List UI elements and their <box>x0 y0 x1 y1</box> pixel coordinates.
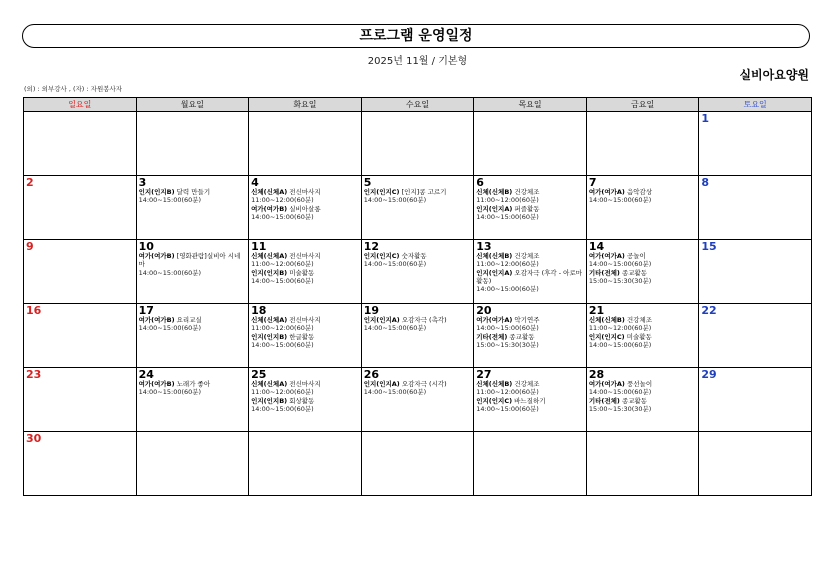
event-name: 한글활동 <box>289 332 315 341</box>
event-name: 오감자극 (후각 - 아로마 활동) <box>476 268 583 285</box>
program-event <box>589 316 697 333</box>
day-cell <box>586 304 699 368</box>
program-event <box>476 252 584 269</box>
event-time: 14:00~15:00(60분) <box>363 388 427 397</box>
event-category: 인지(인지C) <box>588 332 625 341</box>
event-time: 14:00~15:00(60분) <box>138 268 202 277</box>
event-name: 노래가 좋아 <box>176 380 211 388</box>
event-name: 악기연주 <box>514 316 540 324</box>
day-cell <box>24 432 137 496</box>
program-event <box>251 252 359 269</box>
day-number: 22 <box>701 304 717 317</box>
day-number: 9 <box>26 240 34 253</box>
event-name: 종교활동 <box>621 396 648 405</box>
event-category: 인지(인지A) <box>363 380 400 388</box>
day-number: 21 <box>588 304 605 317</box>
day-cell <box>24 304 137 368</box>
event-name: 전신마사지 <box>289 188 321 196</box>
calendar-table <box>23 97 812 496</box>
program-event <box>476 269 584 294</box>
day-cell <box>699 368 812 432</box>
day-cell <box>699 240 812 304</box>
day-cell <box>136 176 249 240</box>
program-event <box>251 333 359 350</box>
event-category: 여가(여가A) <box>588 252 625 260</box>
day-cell <box>24 240 137 304</box>
program-event <box>476 205 584 222</box>
event-category: 기타(전체) <box>588 396 620 405</box>
day-cell <box>361 432 474 496</box>
event-name: 종교활동 <box>621 268 648 277</box>
event-time: 14:00~15:00(60분) <box>251 212 314 221</box>
event-category: 신체(신체B) <box>588 316 625 324</box>
day-cell <box>24 368 137 432</box>
program-event <box>251 205 359 222</box>
event-category: 인지(인지C) <box>363 252 400 260</box>
event-category: 여가(여가B) <box>138 252 175 260</box>
event-time: 11:00~12:00(60분) <box>476 196 539 205</box>
day-number: 28 <box>588 368 605 381</box>
program-event <box>476 380 584 397</box>
weekday-header: 금요일 <box>586 98 699 112</box>
event-category: 인지(인지A) <box>363 316 400 324</box>
program-event <box>139 380 247 397</box>
event-name: 음악감상 <box>626 188 653 196</box>
program-event <box>364 188 472 205</box>
event-category: 신체(신체B) <box>476 380 513 388</box>
day-number: 18 <box>251 304 267 317</box>
program-event <box>476 316 584 333</box>
program-event <box>476 188 584 205</box>
event-time: 14:00~15:00(60분) <box>251 340 314 349</box>
day-number: 11 <box>251 240 267 253</box>
program-event <box>589 188 697 205</box>
event-category: 기타(전체) <box>588 268 620 277</box>
event-category: 신체(신체A) <box>251 252 288 260</box>
event-category: 신체(신체A) <box>251 188 288 196</box>
weekday-header: 일요일 <box>24 98 137 112</box>
event-time: 11:00~12:00(60분) <box>588 324 652 333</box>
program-event <box>139 316 247 333</box>
event-category: 기타(전체) <box>476 332 508 341</box>
event-category: 인지(인지A) <box>476 268 513 277</box>
facility-name: 실비아요양원 <box>739 68 809 82</box>
day-number: 20 <box>476 304 492 317</box>
weekday-header-row <box>24 98 812 112</box>
day-number: 12 <box>363 240 379 253</box>
event-category: 여가(여가A) <box>588 380 625 388</box>
program-event <box>251 316 359 333</box>
day-number: 17 <box>138 304 154 317</box>
week-row <box>24 176 812 240</box>
event-category: 인지(인지C) <box>363 188 400 196</box>
event-name: 공놀이 <box>626 252 646 260</box>
day-number: 1 <box>701 112 710 125</box>
day-cell <box>249 176 362 240</box>
day-cell <box>474 368 587 432</box>
event-name: 건강체조 <box>514 252 540 260</box>
program-event <box>476 333 584 350</box>
week-row <box>24 432 812 496</box>
event-name: 숫자활동 <box>401 252 427 260</box>
day-number: 29 <box>701 368 717 381</box>
day-cell <box>249 432 362 496</box>
day-cell <box>586 240 699 304</box>
event-category: 인지(인지B) <box>251 396 288 405</box>
event-category: 여가(여가B) <box>251 204 288 213</box>
program-event <box>589 397 697 414</box>
day-cell <box>361 368 474 432</box>
day-cell <box>24 176 137 240</box>
event-category: 신체(신체B) <box>476 252 513 260</box>
day-cell <box>699 304 812 368</box>
event-time: 14:00~15:00(60분) <box>363 260 427 269</box>
event-category: 신체(신체A) <box>251 380 288 388</box>
day-number: 15 <box>701 240 717 253</box>
day-cell <box>361 176 474 240</box>
day-number: 5 <box>363 176 372 189</box>
event-time: 11:00~12:00(60분) <box>251 196 314 205</box>
event-name: 전신마사지 <box>289 316 321 324</box>
event-time: 11:00~12:00(60분) <box>251 260 314 269</box>
program-event <box>139 188 247 205</box>
day-number: 19 <box>363 304 379 317</box>
weekday-header: 목요일 <box>474 98 587 112</box>
day-cell <box>136 432 249 496</box>
event-time: 15:00~15:30(30분) <box>588 276 652 285</box>
event-name: 미술활동 <box>626 332 652 341</box>
day-cell <box>699 432 812 496</box>
event-name: 건강체조 <box>514 188 540 196</box>
day-number: 4 <box>251 176 259 189</box>
event-name: [영화관람]실비아 시네마 <box>138 252 241 269</box>
day-cell <box>586 176 699 240</box>
event-time: 14:00~15:00(60분) <box>588 196 652 205</box>
event-name: 오감자극 (시각) <box>401 380 447 388</box>
day-cell <box>249 368 362 432</box>
event-name: 전신마사지 <box>289 380 321 388</box>
page-subtitle: 2025년 11월 / 기본형 <box>367 56 468 67</box>
program-event <box>589 252 697 269</box>
program-event <box>251 397 359 414</box>
event-time: 14:00~15:00(60분) <box>588 340 652 349</box>
day-cell <box>586 432 699 496</box>
event-name: 종교활동 <box>509 332 535 341</box>
event-name: 바느질하기 <box>514 396 546 405</box>
event-name: 건강체조 <box>626 316 653 324</box>
event-time: 14:00~15:00(60분) <box>251 276 314 285</box>
event-time: 14:00~15:00(60분) <box>251 404 314 413</box>
day-cell <box>361 304 474 368</box>
program-event <box>251 188 359 205</box>
day-cell <box>699 176 812 240</box>
event-name: 요리교실 <box>176 316 202 324</box>
event-category: 여가(여가A) <box>588 188 625 196</box>
program-event <box>251 380 359 397</box>
day-cell <box>699 112 812 176</box>
event-name: 풍선놀이 <box>626 380 653 388</box>
week-row <box>24 112 812 176</box>
program-event <box>251 269 359 286</box>
event-category: 인지(인지B) <box>251 268 288 277</box>
event-category: 인지(인지B) <box>251 332 288 341</box>
day-number: 2 <box>26 176 34 189</box>
event-time: 14:00~15:00(60분) <box>363 324 427 333</box>
day-cell <box>249 112 362 176</box>
program-event <box>476 397 584 414</box>
day-cell <box>361 240 474 304</box>
weekday-header: 수요일 <box>361 98 474 112</box>
day-number: 23 <box>26 368 42 381</box>
day-number: 27 <box>476 368 492 381</box>
event-category: 인지(인지B) <box>138 188 175 196</box>
event-time: 14:00~15:00(60분) <box>476 324 539 333</box>
week-row <box>24 240 812 304</box>
day-cell <box>136 112 249 176</box>
event-category: 인지(인지A) <box>476 204 513 213</box>
day-cell <box>136 304 249 368</box>
event-time: 14:00~15:00(60분) <box>476 285 539 294</box>
event-name: 달력 만들기 <box>176 188 211 196</box>
day-cell <box>136 368 249 432</box>
day-number: 25 <box>251 368 267 381</box>
event-time: 14:00~15:00(60분) <box>476 212 539 221</box>
event-time: 15:00~15:30(30분) <box>588 404 652 413</box>
program-event <box>364 252 472 269</box>
event-name: 오감자극 (촉각) <box>401 316 447 324</box>
event-time: 14:00~15:00(60분) <box>588 260 652 269</box>
program-event <box>589 333 697 350</box>
week-row <box>24 304 812 368</box>
event-name: 퍼즐활동 <box>514 204 540 213</box>
day-number: 10 <box>138 240 154 253</box>
weekday-header: 월요일 <box>136 98 249 112</box>
program-event <box>589 269 697 286</box>
day-cell <box>24 112 137 176</box>
week-row <box>24 368 812 432</box>
day-cell <box>249 304 362 368</box>
event-time: 15:00~15:30(30분) <box>476 340 539 349</box>
event-name: 미술활동 <box>289 268 315 277</box>
event-time: 14:00~15:00(60분) <box>588 388 652 397</box>
day-cell <box>474 304 587 368</box>
day-number: 3 <box>138 176 147 189</box>
weekday-header: 토요일 <box>699 98 812 112</box>
day-cell <box>586 368 699 432</box>
day-cell <box>474 112 587 176</box>
day-cell <box>474 240 587 304</box>
legend-note: (외) : 외부강사 , (자) : 자원봉사자 <box>24 85 123 93</box>
event-time: 11:00~12:00(60분) <box>251 324 314 333</box>
program-event <box>589 380 697 397</box>
program-event <box>364 316 472 333</box>
event-category: 신체(신체B) <box>476 188 513 196</box>
day-number: 7 <box>588 176 597 189</box>
event-time: 11:00~12:00(60분) <box>251 388 314 397</box>
event-time: 14:00~15:00(60분) <box>138 324 202 333</box>
day-number: 24 <box>138 368 154 381</box>
event-time: 14:00~15:00(60분) <box>138 196 202 205</box>
event-category: 신체(신체A) <box>251 316 288 324</box>
day-cell <box>136 240 249 304</box>
day-number: 26 <box>363 368 379 381</box>
event-name: 실비아살롱 <box>289 204 321 213</box>
event-time: 14:00~15:00(60분) <box>476 404 539 413</box>
day-cell <box>474 176 587 240</box>
day-number: 30 <box>26 432 42 445</box>
day-number: 14 <box>588 240 605 253</box>
event-time: 11:00~12:00(60분) <box>476 260 539 269</box>
event-name: 회상활동 <box>289 396 315 405</box>
event-name: 건강체조 <box>514 380 540 388</box>
day-number: 6 <box>476 176 484 189</box>
day-cell <box>474 432 587 496</box>
day-cell <box>586 112 699 176</box>
event-time: 14:00~15:00(60분) <box>138 388 202 397</box>
day-number: 16 <box>26 304 42 317</box>
day-cell <box>249 240 362 304</box>
event-category: 여가(여가B) <box>138 380 175 388</box>
page-title: 프로그램 운영일정 <box>22 24 810 48</box>
event-name: [인지]콩 고르기 <box>401 188 447 196</box>
event-time: 11:00~12:00(60분) <box>476 388 539 397</box>
weekday-header: 화요일 <box>249 98 362 112</box>
program-event <box>139 252 247 277</box>
event-category: 여가(여가A) <box>476 316 513 324</box>
event-name: 전신마사지 <box>289 252 321 260</box>
day-number: 8 <box>701 176 710 189</box>
program-event <box>364 380 472 397</box>
day-cell <box>361 112 474 176</box>
day-number: 13 <box>476 240 492 253</box>
event-time: 14:00~15:00(60분) <box>363 196 427 205</box>
event-category: 인지(인지C) <box>476 396 513 405</box>
event-category: 여가(여가B) <box>138 316 175 324</box>
